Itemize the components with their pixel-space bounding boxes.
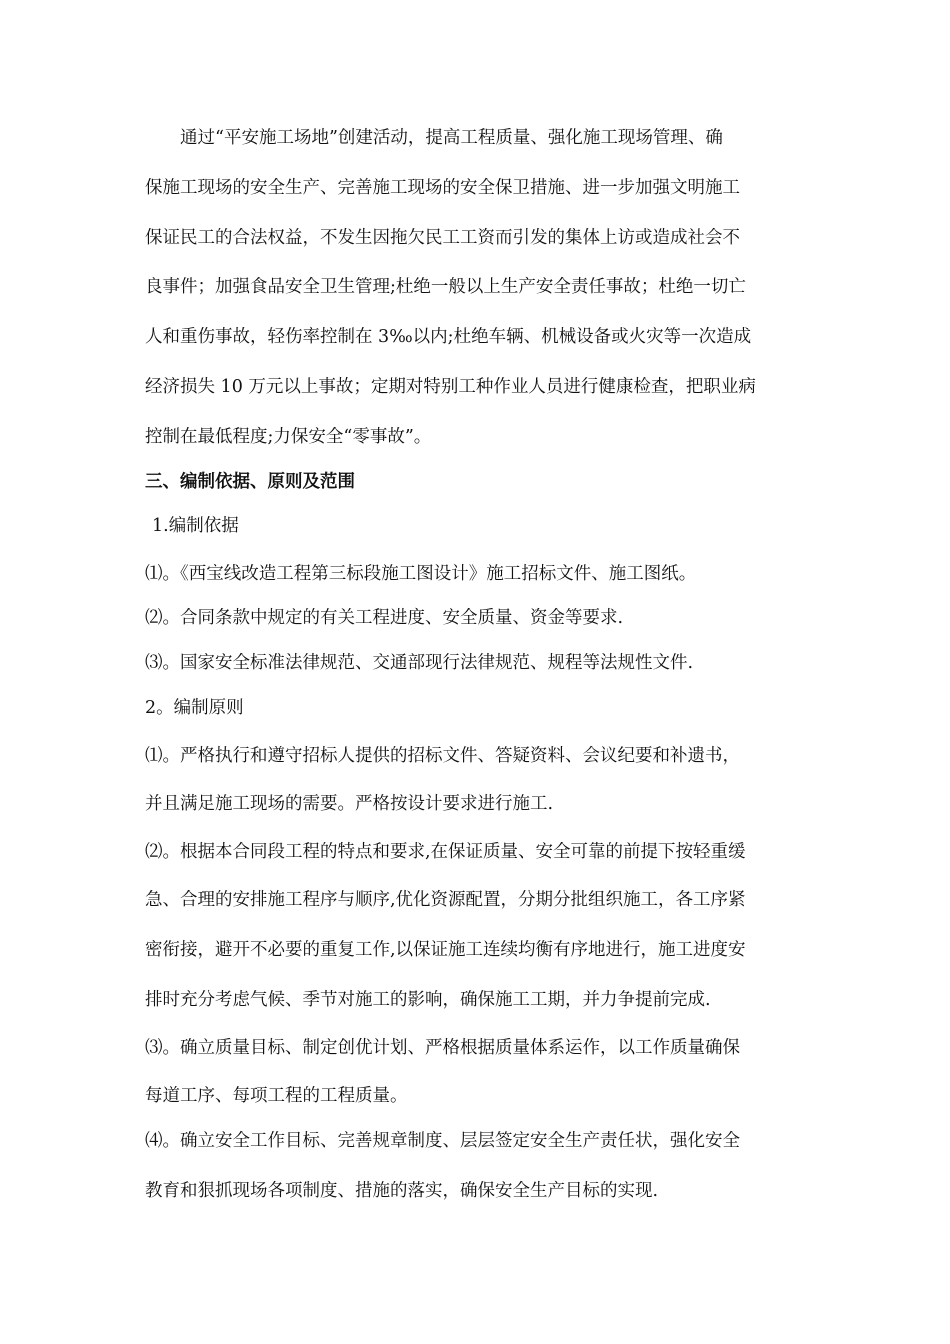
basis-heading: 1.编制依据 — [152, 516, 239, 536]
principle-line-5: 密衔接，避开不必要的重复工作,以保证施工连续均衡有序地进行，施工进度安 — [145, 940, 746, 960]
basis-item-2: ⑵。合同条款中规定的有关工程进度、安全质量、资金等要求. — [145, 608, 624, 628]
principle-line-4: 急、合理的安排施工程序与顺序,优化资源配置，分期分批组织施工，各工序紧 — [145, 890, 746, 910]
principle-line-3: ⑵。根据本合同段工程的特点和要求,在保证质量、安全可靠的前提下按轻重缓 — [145, 842, 746, 862]
principle-line-7: ⑶。确立质量目标、制定创优计划、严格根据质量体系运作，以工作质量确保 — [145, 1038, 740, 1058]
basis-item-3: ⑶。国家安全标准法律规范、交通部现行法律规范、规程等法规性文件. — [145, 653, 694, 673]
basis-item-1: ⑴。《西宝线改造工程第三标段施工图设计》施工招标文件、施工图纸。 — [145, 564, 697, 584]
principle-line-2: 并且满足施工现场的需要。严格按设计要求进行施工. — [145, 794, 554, 814]
intro-line-7: 控制在最低程度;力保安全“零事故”。 — [145, 427, 432, 447]
principle-heading: 2。编制原则 — [145, 698, 244, 718]
intro-line-5: 人和重伤事故，轻伤率控制在 3‰以内;杜绝车辆、机械设备或火灾等一次造成 — [145, 327, 752, 347]
intro-line-4: 良事件；加强食品安全卫生管理;杜绝一般以上生产安全责任事故；杜绝一切亡 — [145, 277, 746, 297]
principle-line-1: ⑴。严格执行和遵守招标人提供的招标文件、答疑资料、会议纪要和补遗书， — [145, 746, 740, 766]
intro-line-1: 通过“平安施工场地”创建活动，提高工程质量、强化施工现场管理、确 — [180, 128, 723, 148]
intro-line-2: 保施工现场的安全生产、完善施工现场的安全保卫措施、进一步加强文明施工 — [145, 178, 740, 198]
principle-line-9: ⑷。确立安全工作目标、完善规章制度、层层签定安全生产责任状，强化安全 — [145, 1131, 740, 1151]
intro-line-6: 经济损失 10 万元以上事故；定期对特别工种作业人员进行健康检查，把职业病 — [145, 377, 756, 397]
section-heading: 三、编制依据、原则及范围 — [145, 472, 355, 492]
principle-line-8: 每道工序、每项工程的工程质量。 — [145, 1086, 408, 1106]
principle-line-6: 排时充分考虑气候、季节对施工的影响，确保施工工期，并力争提前完成. — [145, 990, 711, 1010]
principle-line-10: 教育和狠抓现场各项制度、措施的落实，确保安全生产目标的实现. — [145, 1181, 659, 1201]
intro-line-3: 保证民工的合法权益，不发生因拖欠民工工资而引发的集体上访或造成社会不 — [145, 228, 740, 248]
